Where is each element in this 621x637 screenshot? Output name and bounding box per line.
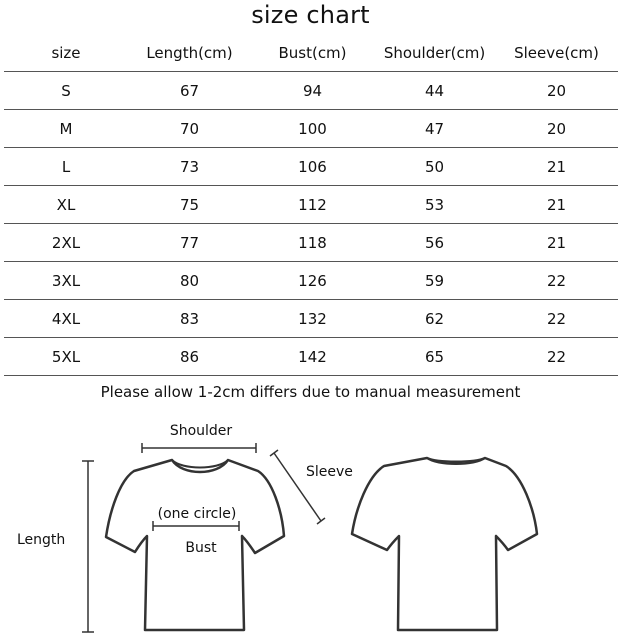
table-cell: 142 <box>298 347 327 366</box>
table-cell: 83 <box>179 309 200 328</box>
table-cell: 77 <box>179 233 200 252</box>
table-cell: 62 <box>424 309 445 328</box>
column-header: Sleeve(cm) <box>514 43 599 62</box>
table-cell: 2XL <box>51 233 81 252</box>
table-cell: M <box>59 119 73 138</box>
sleeve-label: Sleeve <box>306 464 353 480</box>
tshirt-back-outline <box>352 458 537 630</box>
table-cell: 21 <box>546 233 567 252</box>
page-title: size chart <box>251 1 370 29</box>
length-label: Length <box>17 532 66 548</box>
table-cell: 126 <box>298 271 327 290</box>
table-cell: L <box>61 157 71 176</box>
measurement-note: Please allow 1-2cm differs due to manual measurement <box>100 383 521 401</box>
column-header: size <box>51 43 81 62</box>
table-cell: 73 <box>179 157 200 176</box>
table-cell: 47 <box>424 119 445 138</box>
table-cell: XL <box>56 195 76 214</box>
table-cell: 44 <box>424 81 445 100</box>
table-cell: 21 <box>546 195 567 214</box>
table-cell: 67 <box>179 81 200 100</box>
table-cell: 22 <box>546 347 567 366</box>
bust-label: Bust <box>185 540 217 556</box>
table-cell: 118 <box>298 233 327 252</box>
table-cell: 100 <box>298 119 327 138</box>
column-header: Shoulder(cm) <box>383 43 486 62</box>
column-header: Bust(cm) <box>278 43 347 62</box>
bust-note-label: (one circle) <box>157 506 237 522</box>
column-header: Length(cm) <box>146 43 233 62</box>
table-cell: 4XL <box>51 309 81 328</box>
table-cell: 20 <box>546 119 567 138</box>
bust-measure-line <box>153 521 239 531</box>
table-cell: 3XL <box>51 271 81 290</box>
shoulder-label: Shoulder <box>169 423 233 439</box>
table-cell: 132 <box>298 309 327 328</box>
table-cell: 22 <box>546 271 567 290</box>
table-cell: 5XL <box>51 347 81 366</box>
table-cell: 22 <box>546 309 567 328</box>
table-cell: 80 <box>179 271 200 290</box>
table-cell: 94 <box>302 81 323 100</box>
sleeve-measure-line <box>270 450 325 524</box>
table-cell: S <box>61 81 71 100</box>
table-cell: 56 <box>424 233 445 252</box>
length-measure-line <box>82 461 94 632</box>
table-cell: 20 <box>546 81 567 100</box>
table-cell: 86 <box>179 347 200 366</box>
table-cell: 21 <box>546 157 567 176</box>
table-cell: 70 <box>179 119 200 138</box>
table-cell: 65 <box>424 347 445 366</box>
table-cell: 112 <box>298 195 327 214</box>
table-cell: 50 <box>424 157 445 176</box>
table-cell: 106 <box>298 157 327 176</box>
shoulder-measure-line <box>142 443 256 453</box>
table-cell: 53 <box>424 195 445 214</box>
table-cell: 59 <box>424 271 445 290</box>
table-cell: 75 <box>179 195 200 214</box>
